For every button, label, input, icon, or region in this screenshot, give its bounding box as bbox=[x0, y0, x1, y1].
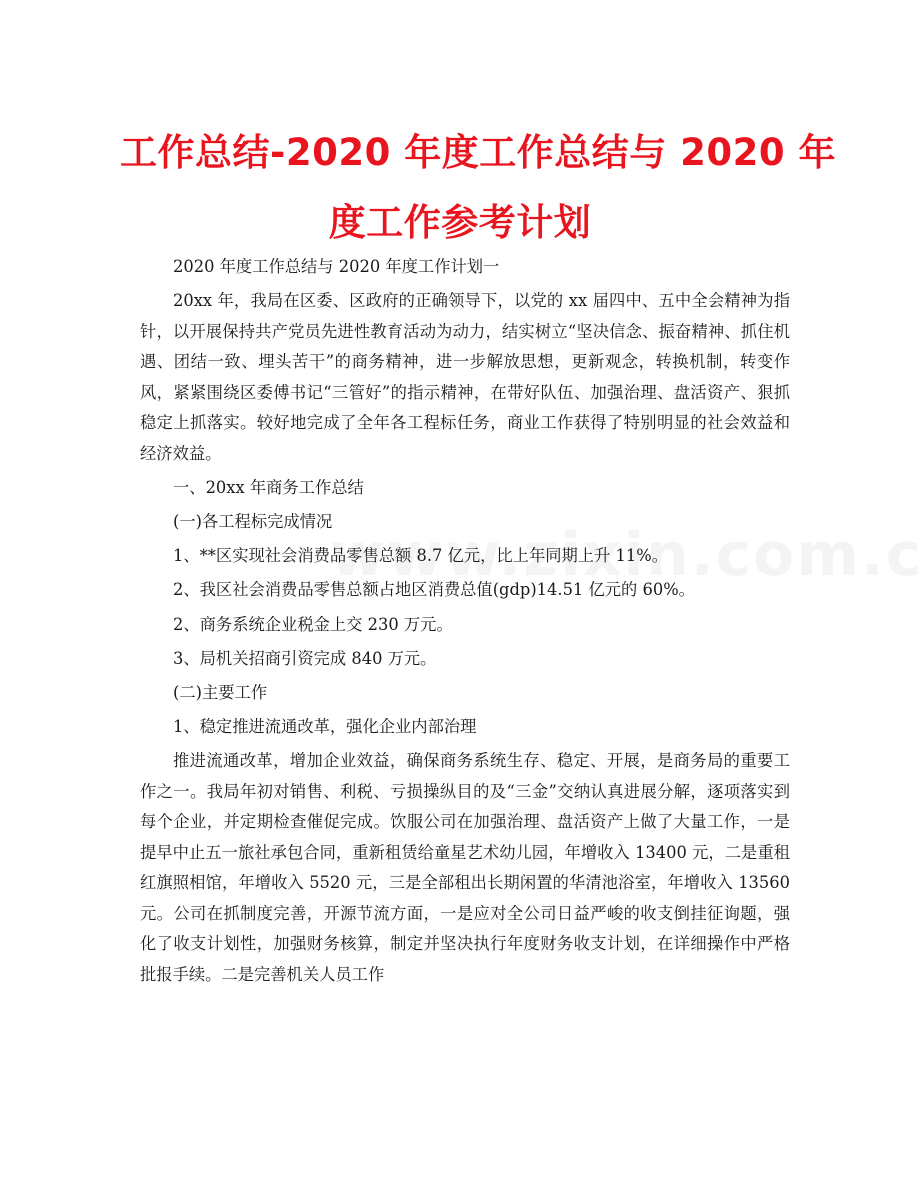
title-line-2: 度工作参考计划 bbox=[328, 201, 592, 244]
item-heading: 1、稳定推进流通改革，强化企业内部治理 bbox=[173, 716, 477, 736]
list-item: 2、商务系统企业税金上交 230 万元。 bbox=[173, 614, 453, 634]
document-title bbox=[120, 118, 836, 258]
body-paragraph: 推进流通改革，增加企业效益，确保商务系统生存、稳定、开展，是商务局的重要工作之一。我局年初对销售、利税、亏损操纵目的及“三金”交纳认真进展分解，逐项落实到每个企业，并定期检查催促完成。饮服公司在加强治理、盘活资产上做了大量工作，一是提早中止五一旅社承包合同，重新租赁给童星艺术幼儿园，年增收入 13400 元，二是重租红旗照相馆，年增收入 5520 元，三是全部租出长期闲置的华清池浴室，年增收入 13560 元。公司在抓制度完善，开源节流方面，一是应对全公司日益严峻的收支倒挂征询题，强化了收支计划性，加强财务核算，制定并坚决执行年度财务收支计划，在详细操作中严格批报手续。二是完善机关人员工作 bbox=[140, 750, 790, 985]
title-line-1: 工作总结-2020 年度工作总结与 2020 年 bbox=[120, 131, 836, 174]
section-heading: 一、20xx 年商务工作总结 bbox=[173, 478, 364, 498]
document-body bbox=[140, 252, 790, 994]
subsection-heading: (二)主要工作 bbox=[173, 682, 268, 702]
intro-paragraph: 20xx 年，我局在区委、区政府的正确领导下，以党的 xx 届四中、五中全会精神为指针，以开展保持共产党员先进性教育活动为动力，结实树立“坚决信念、振奋精神、抓住机遇、团结一致、埋头苦干”的商务精神，进一步解放思想，更新观念，转换机制，转变作风，紧紧围绕区委傅书记“三管好”的指示精神，在带好队伍、加强治理、盘活资产、狠抓稳定上抓落实。较好地完成了全年各工程标任务，商业工作获得了特别明显的社会效益和经济效益。 bbox=[140, 291, 790, 464]
list-item: 2、我区社会消费品零售总额占地区消费总值(gdp)14.51 亿元的 60%。 bbox=[173, 580, 695, 600]
subsection-heading: (一)各工程标完成情况 bbox=[173, 512, 333, 532]
list-item: 3、局机关招商引资完成 840 万元。 bbox=[173, 648, 437, 668]
list-item: 1、**区实现社会消费品零售总额 8.7 亿元，比上年同期上升 11%。 bbox=[173, 546, 668, 566]
subtitle-paragraph: 2020 年度工作总结与 2020 年度工作计划一 bbox=[173, 257, 500, 276]
